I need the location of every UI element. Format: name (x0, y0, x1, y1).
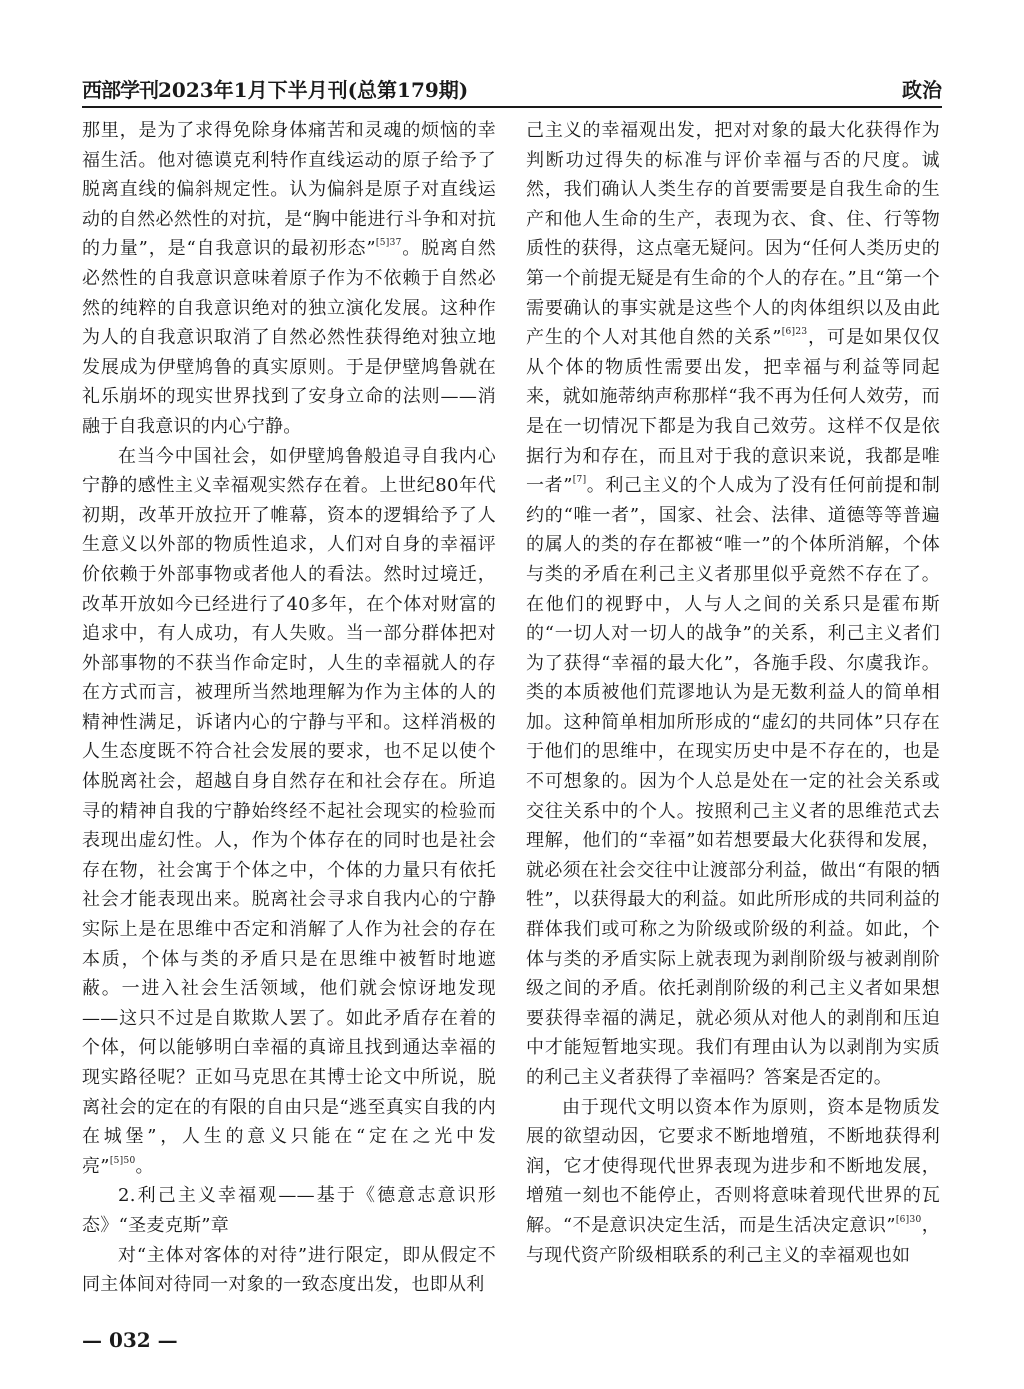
left-column (82, 116, 496, 1300)
page-number: — 032 — (82, 1328, 178, 1352)
citation: [7] (572, 475, 587, 486)
citation: [5]37 (375, 238, 402, 249)
header-rule (82, 106, 942, 108)
section-name: 政治 (902, 78, 942, 102)
journal-masthead (82, 74, 468, 103)
citation: [6]23 (781, 327, 808, 338)
paragraph: 己主义的幸福观出发，把对对象的最大化获得作为判断功过得失的标准与评价幸福与否的尺度。诚然，我们确认人类生存的首要需要是自我生命的生产和他人生命的生产，表现为衣、食、住、行等物质性的获得，这点毫无疑问。因为“任何人类历史的第一个前提无疑是有生命的个人的存在。”且“第一个需要确认的事实就是这些个人的肉体组织以及由此产生的个人对其他自然的关系”$^{[6]23}$，可是如果仅仅从个体的物质性需要出发，把幸福与利益等同起来，就如施蒂纳声称那样“我不再为任何人效劳，而是在一切情况下都是为我自己效劳。这样不仅是依据行为和存在，而且对于我的意识来说，我都是唯一者”[7]。利己主义的个人成为了没有任何前提和制约的“唯一者”，国家、社会、法律、道德等等普遍的属人的类的存在都被“唯一”的个体所消解，个体与类的矛盾在利己主义者那里似乎竟然不存在了。在他们的视野中，人与人之间的关系只是霍布斯的“一切人对一切人的战争”的关系，利己主义者们为了获得“幸福的最大化”，各施手段、尔虞我诈。类的本质被他们荒谬地认为是无数利益人的简单相加。这种简单相加所形成的“虚幻的共同体”只存在于他们的思维中，在现实历史中是不存在的，也是不可想象的。因为个人总是处在一定的社会关系或交往关系中的个人。按照利己主义者的思维范式去理解，他们的“幸福”如若想要最大化获得和发展，就必须在社会交往中让渡部分利益，做出“有限的牺牲”，以获得最大的利益。如此所形成的共同利益的群体我们或可称之为阶级或阶级的利益。如此，个体与类的矛盾实际上就表现为剥削阶级与被剥削阶级之间的矛盾。依托剥削阶级的利己主义者如果想要获得幸福的满足，就必须从对他人的剥削和压迫中才能短暂地实现。我们有理由认为以剥削为实质的利己主义者获得了幸福吗？答案是否定的。 (526, 120, 940, 1088)
citation: [6]30 (895, 1214, 922, 1225)
journal-logo: 西部学刊 (82, 78, 158, 102)
issue-info: 2023年1月下半月刊(总第179期) (158, 78, 469, 102)
right-column (526, 116, 940, 1270)
running-header (82, 74, 942, 104)
paragraph: 由于现代文明以资本作为原则，资本是物质发展的欲望动因，它要求不断地增殖，不断地获得利润，它才使得现代世界表现为进步和不断地发展，增殖一刻也不能停止，否则将意味着现代世界的瓦解。“不是意识决定生活，而是生活决定意识”$^{[6]30}$，与现代资产阶级相联系的利己主义的幸福观也如 (526, 1096, 940, 1266)
paragraph: 对“主体对客体的对待”进行限定，即从假定不同主体间对待同一对象的一致态度出发，也即从利 (82, 1244, 496, 1296)
paragraph: 在当今中国社会，如伊壁鸠鲁般追寻自我内心宁静的感性主义幸福观实然存在着。上世纪80年代初期，改革开放拉开了帷幕，资本的逻辑给予了人生意义以外部的物质性追求，人们对自身的幸福评价依赖于外部事物或者他人的看法。然时过境迁，改革开放如今已经进行了40多年，在个体对财富的追求中，有人成功，有人失败。当一部分群体把对外部事物的不获当作命定时，人生的幸福就人的存在方式而言，被理所当然地理解为作为主体的人的精神性满足，诉诸内心的宁静与平和。这样消极的人生态度既不符合社会发展的要求，也不足以使个体脱离社会，超越自身自然存在和社会存在。所追寻的精神自我的宁静始终经不起社会现实的检验而表现出虚幻性。人，作为个体存在的同时也是社会存在物，社会寓于个体之中，个体的力量只有依托社会才能表现出来。脱离社会寻求自我内心的宁静实际上是在思维中否定和消解了人作为社会的存在本质，个体与类的矛盾只是在思维中被暂时地遮蔽。一进入社会生活领域，他们就会惊讶地发现——这只不过是自欺欺人罢了。如此矛盾存在着的个体，何以能够明白幸福的真谛且找到通达幸福的现实路径呢？正如马克思在其博士论文中所说，脱离社会的定在的有限的自由只是“逃至真实自我的内在城堡”，人生的意义只能在“定在之光中发亮”$^{[5]50}$。 (82, 445, 496, 1177)
paragraph: 那里，是为了求得免除身体痛苦和灵魂的烦恼的幸福生活。他对德谟克利特作直线运动的原子给予了脱离直线的偏斜规定性。认为偏斜是原子对直线运动的自然必然性的对抗，是“胸中能进行斗争和对抗的力量”，是“自我意识的最初形态”$^{[5]37}$。脱离自然必然性的自我意识意味着原子作为不依赖于自然必然的纯粹的自我意识绝对的独立演化发展。这种作为人的自我意识取消了自然必然性获得绝对独立地发展成为伊壁鸠鲁的真实原则。于是伊壁鸠鲁就在礼乐崩坏的现实世界找到了安身立命的法则——消融于自我意识的内心宁静。 (82, 120, 497, 437)
citation: [5]50 (109, 1155, 136, 1166)
section-heading: 2.利己主义幸福观——基于《德意志意识形态》“圣麦克斯”章 (82, 1185, 496, 1236)
